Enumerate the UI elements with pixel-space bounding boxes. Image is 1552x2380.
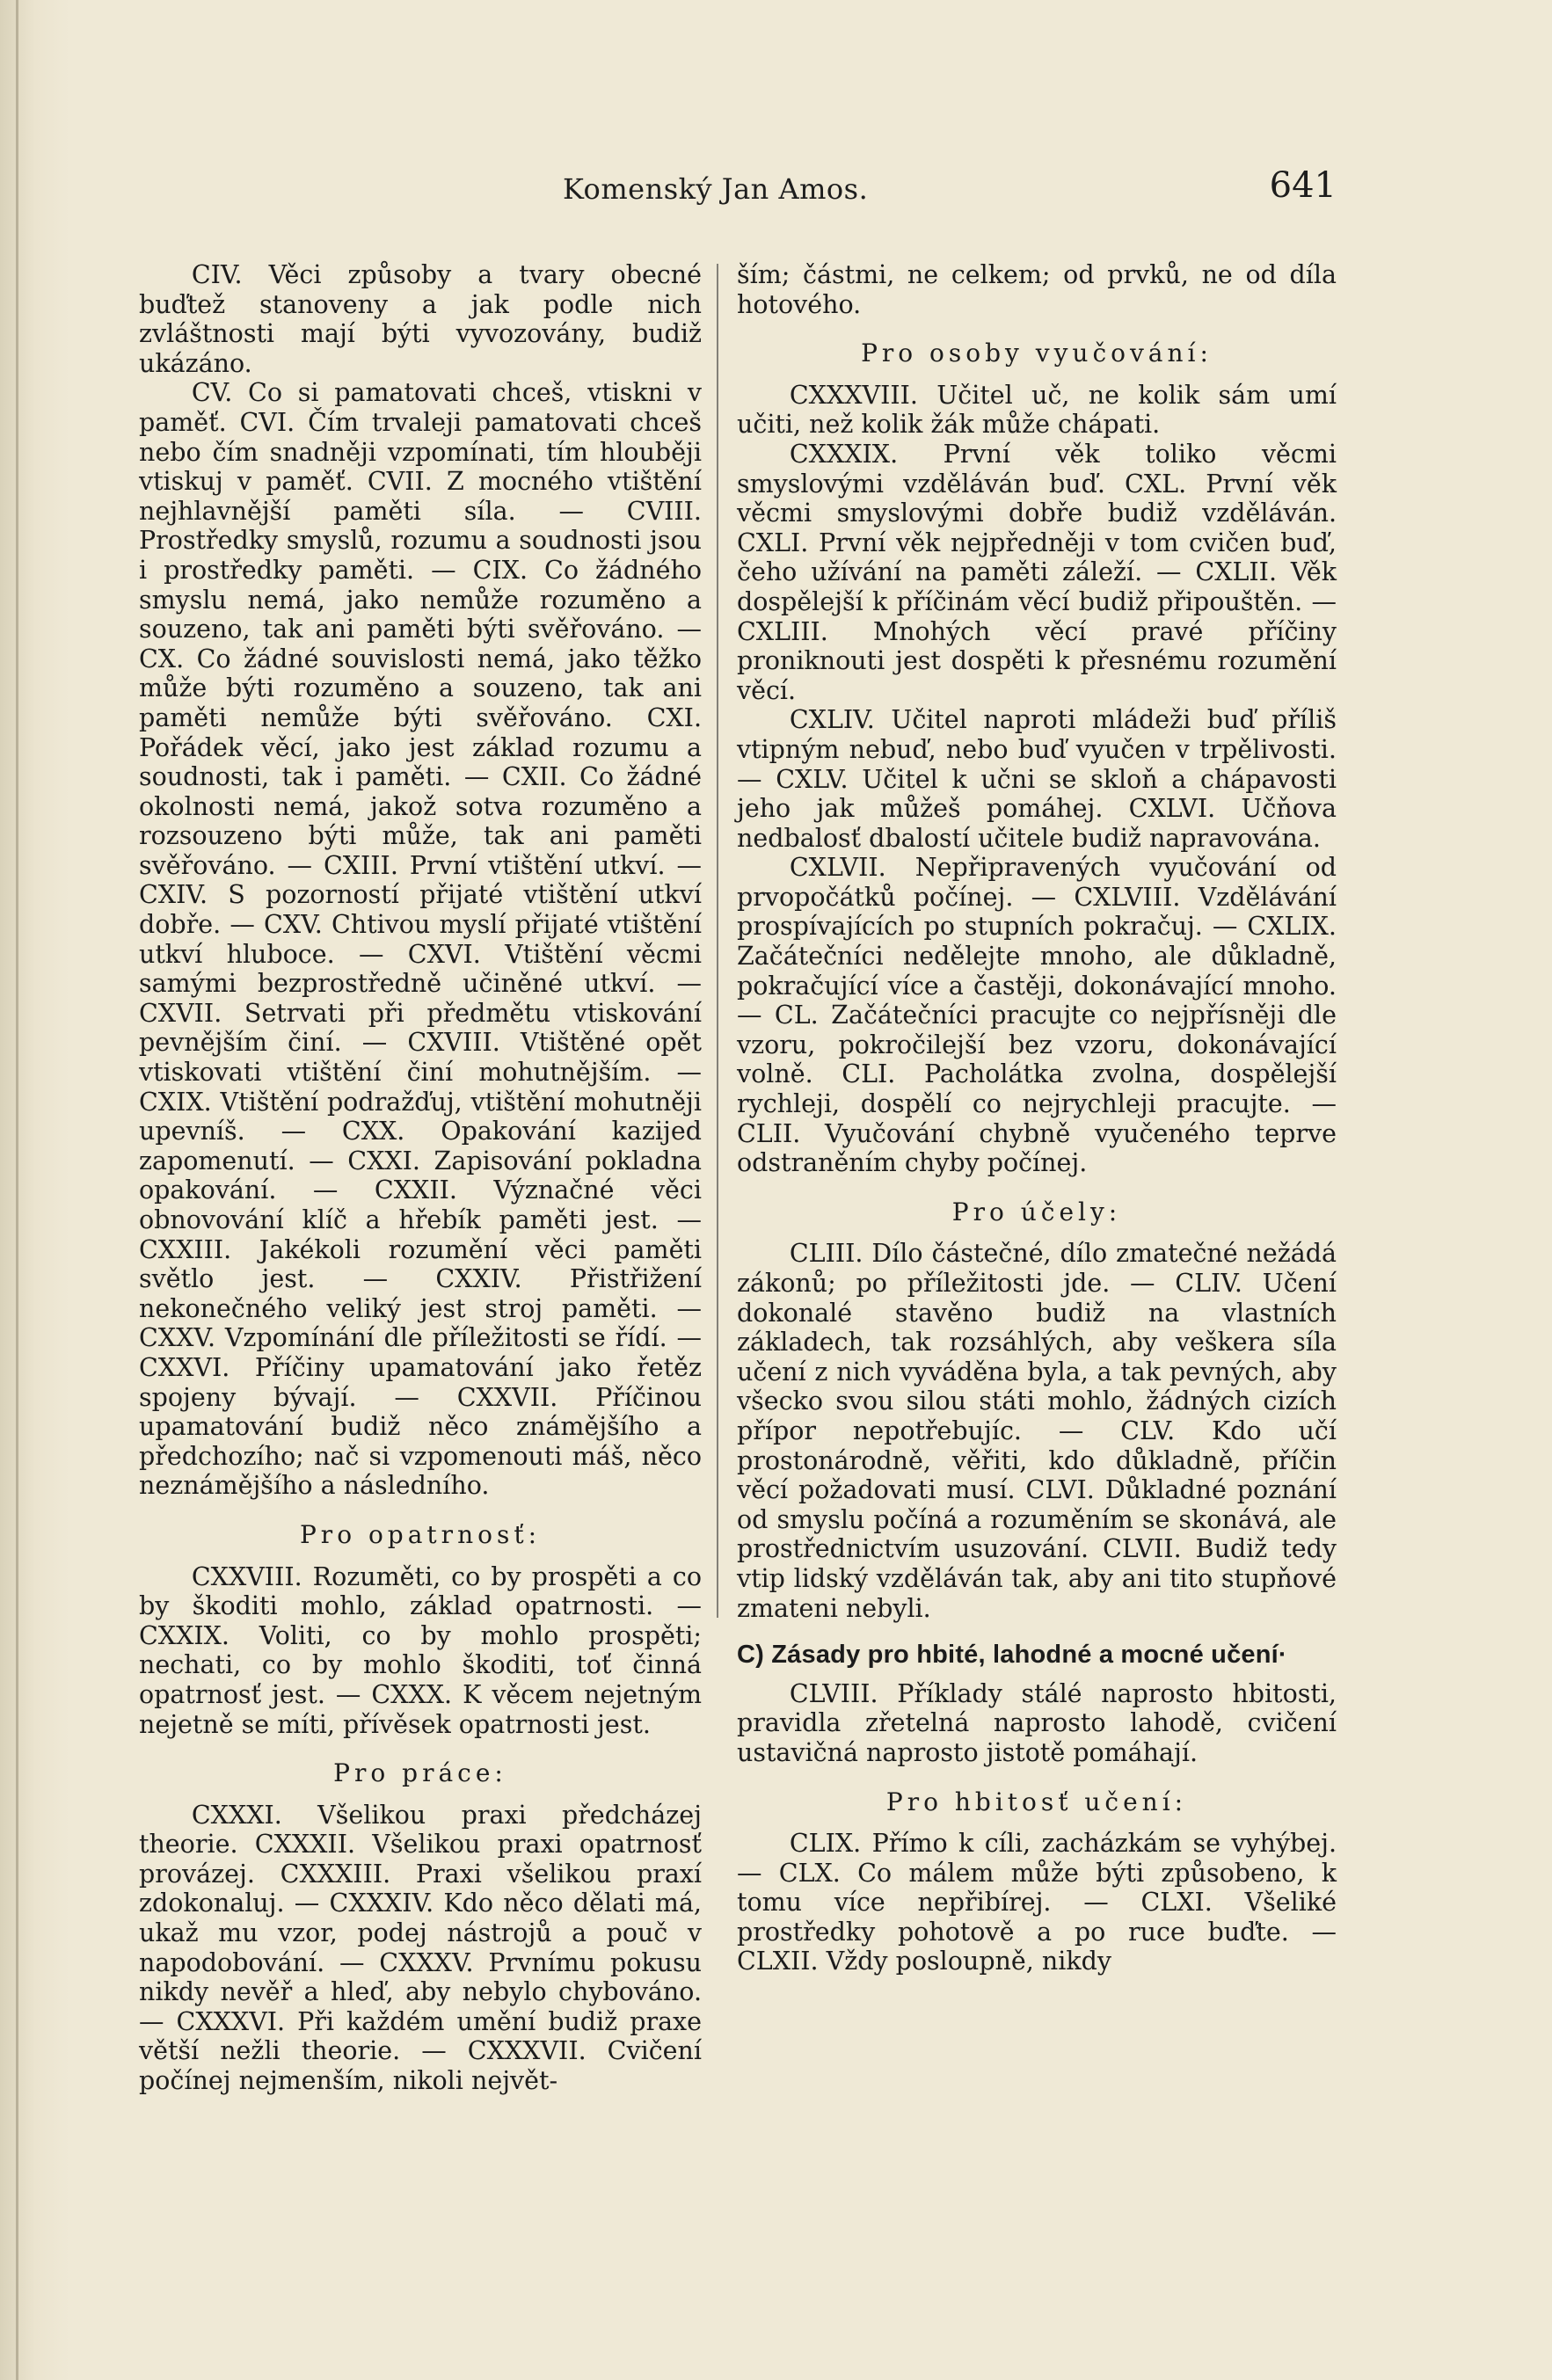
paragraph: CV. Co si pamatovati chceš, vtiskni v paměť. CVI. Čím trvaleji pamatovati chceš nebo čím snadněji vzpomínati, tím hlouběji vtiskuj v paměť. CVII. Z mocného vtištění nejhlavnější paměti síla. — CVIII. Prostředky smyslů, rozumu a soudnosti jsou i prostředky paměti. — CIX. Co žádného smyslu nemá, jako nemůže rozuměno a souzeno, tak ani paměti býti svěřováno. — CX. Co žádné souvislosti nemá, jako těžko může býti rozuměno a souzeno, tak ani paměti nemůže býti svěřováno. CXI. Pořádek věcí, jako jest základ rozumu a soudnosti, tak i paměti. — CXII. Co žádné okolnosti nemá, jakož sotva rozuměno a rozsouzeno býti může, tak ani paměti svěřováno. — CXIII. První vtištění utkví. — CXIV. S pozorností přijaté vtištění utkví dobře. — CXV. Chtivou myslí přijaté vtištění utkví hluboce. — CXVI. Vtištění věcmi samými bezprostředně učiněné utkví. — CXVII. Setrvati při předmětu vtiskování pevnějším činí. — CXVIII. Vtištěné opět vtiskovati vtištění činí mohutnějším. — CXIX. Vtištění podražďuj, vtištění mohutněji upevníš. — CXX. Opakování kazijed zapomenutí. — CXXI. Zapisování pokladna opakování. — CXXII. Význačné věci obnovování klíč a hřebík paměti jest. — CXXIII. Jakékoli rozumění věci paměti světlo jest. — CXXIV. Přistřižení nekonečného veliký jest stroj paměti. — CXXV. Vzpomínání dle příležitosti se řídí. — CXXVI. Příčiny upamatování jako řetěz spojeny bývají. — CXXVII. Příčinou upamatování budiž něco známějšího a předchozího; nač si vzpomenouti máš, něco neznámějšího a následního. bbox=[139, 378, 702, 1501]
section-heading: Pro práce: bbox=[333, 1758, 507, 1788]
paragraph: CXXXIX. První věk toliko věcmi smyslovými vzděláván buď. CXL. První věk věcmi smyslovými dobře budiž vzděláván. CXLI. První věk nejpředněji v tom cvičen buď, čeho užívání na paměti záleží. — CXLII. Věk dospělejší k příčinám věcí budiž připouštěn. — CXLIII. Mnohých věcí pravé příčiny proniknouti jest dospěti k přesnému rozumění věcí. bbox=[737, 439, 1337, 705]
paragraph: ším; částmi, ne celkem; od prvků, ne od díla hotového. bbox=[737, 260, 1337, 319]
section-heading: Pro hbitosť učení: bbox=[885, 1787, 1188, 1816]
paragraph: CXLIV. Učitel naproti mládeži buď příliš vtipným nebuď, nebo buď vyučen v trpělivosti. — CXLV. Učitel k učni se skloň a chápavosti jeho jak můžeš pomáhej. CXLVI. Učňova nedbalosť dbalostí učitele budiž napravována. bbox=[737, 705, 1337, 853]
paragraph: CXXXI. Všelikou praxi předcházej theorie. CXXXII. Všelikou praxi opatrnosť provázej. CXXXIII. Praxi všelikou praxí zdokonaluj. — CXXXIV. Kdo něco dělati má, ukaž mu vzor, podej nástrojů a pouč v napodobování. — CXXXV. Prvnímu pokusu nikdy nevěř a hleď, aby nebylo chybováno. — CXXXVI. Při každém umění budiž praxe větší nežli theorie. — CXXXVII. Cvičení počínej nejmenším, nikoli největ- bbox=[139, 1800, 702, 2096]
left-column bbox=[139, 260, 702, 2096]
right-column bbox=[737, 260, 1337, 1976]
running-title: Komenský Jan Amos. bbox=[563, 172, 869, 206]
paragraph: CXXVIII. Rozuměti, co by prospěti a co by škoditi mohlo, základ opatrnosti. — CXXIX. Voliti, co by mohlo prospěti; nechati, co by mohlo škoditi, toť činná opatrnosť jest. — CXXX. K věcem nejetným nejetně se míti, přívěsek opatrnosti jest. bbox=[139, 1561, 702, 1739]
section-heading: Pro opatrnosť: bbox=[299, 1519, 542, 1549]
paragraph: CXLVII. Nepřipravených vyučování od prvopočátků počínej. — CXLVIII. Vzdělávání prospívajících po stupních pokračuj. — CXLIX. Začátečníci nedělejte mnoho, ale důkladně, pokračující více a častěji, dokonávající mnoho. — CL. Začátečníci pracujte co nejpřísněji dle vzoru, pokročilejší bez vzoru, dokonávající volně. CLI. Pacholátka zvolna, dospělejší rychleji, dospělí co nejrychleji pracujte. — CLII. Vyučování chybně vyučeného teprve odstraněním chyby počínej. bbox=[737, 853, 1337, 1178]
paragraph: CLIII. Dílo částečné, dílo zmatečné nežádá zákonů; po příležitosti jde. — CLIV. Učení dokonalé stavěno budiž na vlastních základech, tak rozsáhlých, aby veškera síla učení z nich vyváděna byla, a tak pevných, aby všecko svou silou státi mohlo, žádných cizích přípor nepotřebujíc. — CLV. Kdo učí prostonárodně, věřiti, kdo důkladně, příčin věcí požadovati musí. CLVI. Důkladné poznání od smyslu počíná a rozuměním se skonává, ale prostřednictvím usuzování. CLVII. Budiž tedy vtip lidský vzděláván tak, aby ani tito stupňové zmateni nebyli. bbox=[737, 1239, 1337, 1623]
paragraph: CXXXVIII. Učitel uč, ne kolik sám umí učiti, než kolik žák může chápati. bbox=[737, 380, 1337, 440]
page-header bbox=[141, 165, 1337, 218]
paragraph: CLVIII. Příklady stálé naprosto hbitosti, pravidla zřetelná naprosto lahodě, cvičení ustavičná naprosto jistotě pomáhají. bbox=[737, 1678, 1337, 1767]
section-heading: Pro osoby vyučování: bbox=[861, 338, 1213, 368]
binding-edge bbox=[16, 0, 18, 2380]
column-divider bbox=[717, 264, 718, 1618]
chapter-heading: C) Zásady pro hbité, lahodné a mocné učení· bbox=[737, 1641, 1287, 1670]
page-number: 641 bbox=[1269, 165, 1337, 206]
section-heading: Pro účely: bbox=[951, 1197, 1122, 1226]
paragraph: CIV. Věci způsoby a tvary obecné buďtež stanoveny a jak podle nich zvláštnosti mají býti vyvozovány, budiž ukázáno. bbox=[139, 260, 702, 378]
paragraph: CLIX. Přímo k cíli, zacházkám se vyhýbej. — CLX. Co málem může býti způsobeno, k tomu více nepřibírej. — CLXI. Všeliké prostředky pohotově a po ruce buďte. — CLXII. Vždy posloupně, nikdy bbox=[737, 1829, 1337, 1976]
